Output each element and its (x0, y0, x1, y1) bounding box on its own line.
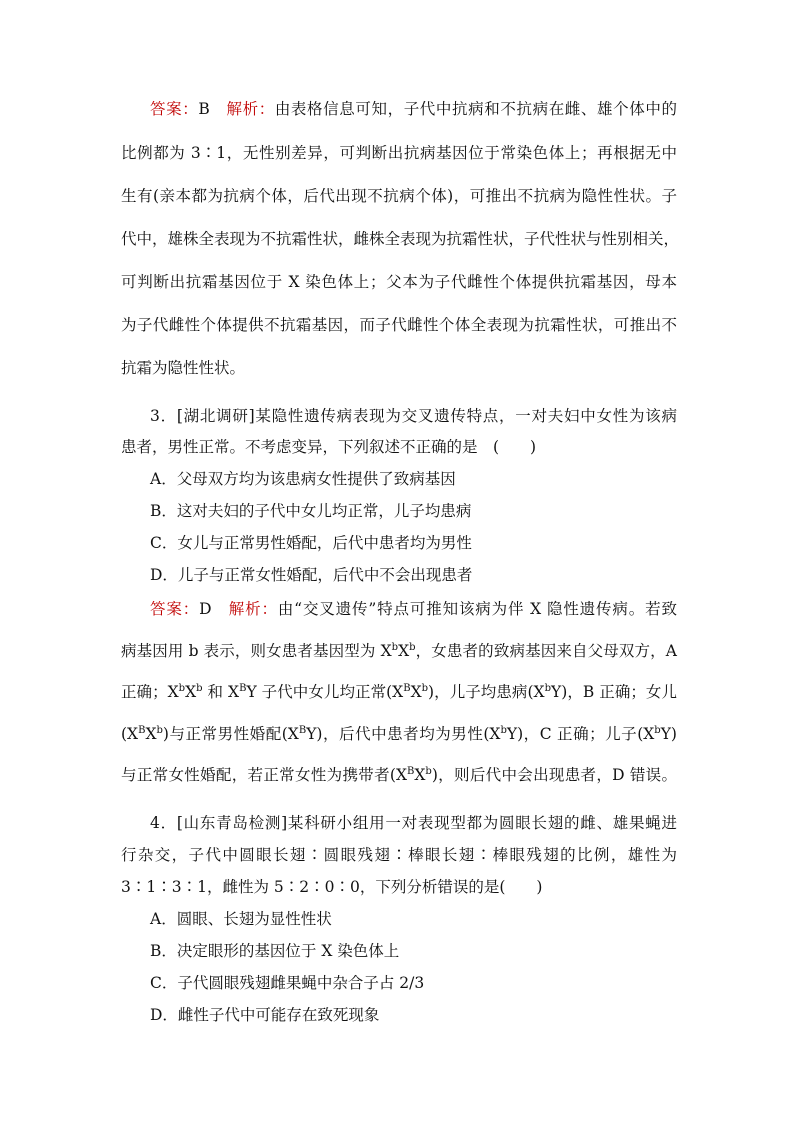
q4-option-b: B．决定眼形的基因位于 X 染色体上 (150, 942, 400, 960)
analysis-label: 解析： (228, 600, 278, 618)
q2-answer-line-7: 抗霜为隐性性状。 (121, 359, 246, 377)
q4-option-c: C．子代圆眼残翅雌果蝇中杂合子占 2/3 (150, 974, 425, 992)
q3-stem-line-2: 患者，男性正常。不考虑变异，下列叙述不正确的是 ( ) (121, 438, 537, 456)
q2-answer-line-5: 可判断出抗霜基因位于 X 染色体上；父本为子代雌性个体提供抗霜基因，母本 (121, 273, 677, 291)
q2-answer-line-1 (150, 99, 677, 119)
q4-option-d: D．雌性子代中可能存在致死现象 (150, 1006, 380, 1024)
analysis-label: 解析： (226, 100, 275, 118)
q3-answer-line-2: 病基因用 b 表示，则女患者基因型为 $X^bX^b$，女患者的致病基因来自父母双方，A (121, 642, 677, 660)
q3-option-b: B．这对夫妇的子代中女儿均正常，儿子均患病 (150, 502, 472, 520)
q3-option-a: A．父母双方均为该患病女性提供了致病基因 (150, 470, 456, 488)
q4-option-a: A．圆眼、长翅为显性性状 (150, 910, 332, 928)
answer-key: D (199, 600, 212, 618)
q2-answer-line-3: 生有(亲本都为抗病个体，后代出现不抗病个体)，可推出不抗病为隐性性状。子 (121, 187, 677, 205)
q2-answer-line-4: 代中，雄株全表现为不抗霜性状，雌株全表现为抗霜性状，子代性状与性别相关， (121, 230, 680, 248)
answer-label: 答案： (150, 600, 200, 618)
q4-stem-line-2: 行杂交，子代中圆眼长翅∶圆眼残翅∶棒眼长翅∶棒眼残翅的比例，雄性为 (121, 846, 677, 864)
q4-stem-line-3: 3∶1∶3∶1，雌性为 5∶2∶0∶0，下列分析错误的是( ) (121, 878, 543, 896)
answer-label: 答案： (150, 100, 199, 118)
q4-stem-line-1: 4．[山东青岛检测]某科研小组用一对表现型都为圆眼长翅的雌、雄果蝇进 (150, 814, 677, 832)
answer-key: B (198, 100, 210, 118)
q3-option-c: C．女儿与正常男性婚配，后代中患者均为男性 (150, 534, 472, 552)
q3-stem-line-1: 3．[湖北调研]某隐性遗传病表现为交叉遗传特点，一对夫妇中女性为该病 (150, 407, 677, 425)
q3-option-d: D．儿子与正常女性婚配，后代中不会出现患者 (150, 566, 473, 584)
q3-answer-line-4: $(X^BX^b)$与正常男性婚配$(X^BY)$，后代中患者均为男性$(X^bY)$，C 正确；儿子$(X^bY)$ (121, 725, 677, 743)
q3-answer-line-5: 与正常女性婚配，若正常女性为携带者$(X^BX^b)$，则后代中会出现患者，D 错误。 (121, 766, 677, 784)
q3-answer-line-3: 正确；$X^bX^b$ 和 $X^BY$ 子代中女儿均正常$(X^BX^b)$，儿子均患病$(X^bY)$，B 正确；女儿 (121, 683, 677, 701)
q2-answer-line-2: 比例都为 3∶1，无性别差异，可判断出抗病基因位于常染色体上；再根据无中 (121, 144, 677, 162)
analysis-text: 由表格信息可知，子代中抗病和不抗病在雌、雄个体中的 (274, 100, 677, 118)
q2-answer-line-6: 为子代雌性个体提供不抗霜基因，而子代雌性个体全表现为抗霜性状，可推出不 (121, 316, 677, 334)
analysis-text: 由“交叉遗传”特点可推知该病为伴 X 隐性遗传病。若致 (277, 600, 677, 618)
q3-answer-line-1 (150, 599, 677, 619)
